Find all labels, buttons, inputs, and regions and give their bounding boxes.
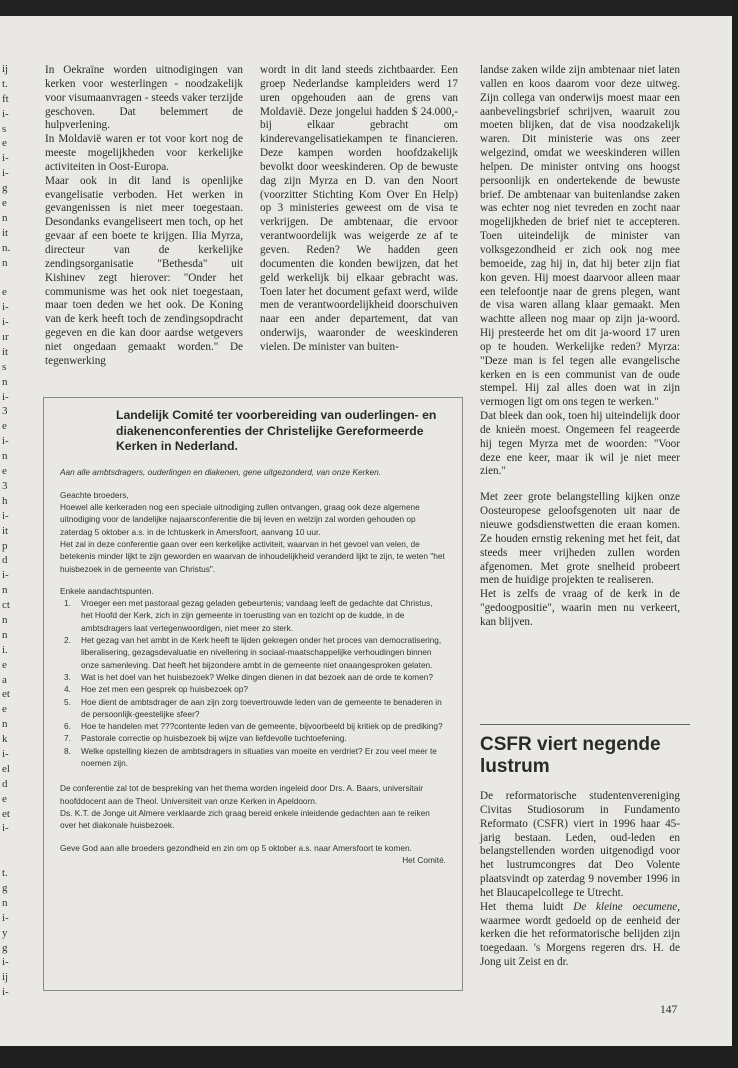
margin-fragment: it (2, 226, 9, 239)
scan-bottom-edge (0, 1046, 738, 1068)
point-text: Hoe zet men een gesprek op huisbezoek op? (81, 684, 248, 695)
point-text: Het gezag van het ambt in de Kerk heeft te lijden gekregen onder het proces van democratisering, liberalisering, gezagsdevaluatie en nivellering in sociaal-maatschappelijke verhoudingen binnen onze samenleving. Dat heeft het bijzondere ambt in de gemeente niet onaangesproken gelaten. (81, 635, 442, 670)
margin-fragment (2, 851, 16, 866)
paragraph: landse zaken wilde zijn ambtenaar niet laten vallen en koos daarom voor deze uitweg. Zijn collega van onderwijs moest maar een aanbevelingsbrief schrijven, waaruit zou moeten blijken, dat de visa noodzakelijk waren. Dit ministerie was ons zeer welgezind, omdat we weeskinderen willen helpen. De minister ontving ons hoogst persoonlijk en ondertekende de bewuste brief. De ambtenaar van buitenlandse zaken was echter nog niet tevreden en zocht naar mogelijkheden de brief niet te accepteren. Toen uiteindelijk de minister van volksgezondheid er zich ook nog mee bemoeide, zag hij in, dat hij beter zijn fiat kon geven. Hij moest daarvoor alleen maar een telefoontje naar de grens plegen, want de visa waren allang klaar gemaakt. Men wachtte alleen nog maar op zijn ja-woord. Hij presteerde het om dit ja-woord 17 uren op te houden. Werkelijke reden? Myrza: "Deze man is fel tegen alle evangelische kerken en is een communist van de oude stempel. Hij zal alles doen wat in zijn vermogen ligt om ons tegen te werken." (480, 64, 680, 409)
point-item (60, 720, 446, 732)
margin-fragment: g (2, 941, 8, 954)
margin-fragment: n. (2, 241, 11, 254)
points-list (60, 597, 446, 769)
point-item (60, 732, 446, 744)
margin-fragment: n (2, 718, 8, 731)
margin-fragment: s (2, 122, 7, 135)
margin-fragment: ij (2, 971, 9, 984)
point-item (60, 683, 446, 695)
paragraph: De reformatorische studentenvereniging Civitas Studiosorum in Fundamento Reformato (CSFR) viert in 1996 haar 45-jarig bestaan. Leden, oud-leden en belangstellenden worden uitgenodigd voor het lustrumcongres dat Deo Volente plaatsvindt op zaterdag 9 november 1996 in het Blaucapelcollege te Utrecht. (480, 790, 680, 899)
margin-fragment: e (2, 137, 7, 150)
margin-fragment: n (2, 450, 8, 463)
margin-fragment: n (2, 628, 8, 641)
margin-fragment: d (2, 554, 8, 567)
point-item (60, 634, 446, 671)
margin-fragment: i. (2, 643, 8, 656)
margin-fragment: ır (2, 331, 9, 344)
closing-paragraph: Geve God aan alle broeders gezondheid en zin om op 5 oktober a.s. naar Amersfoort te komen. (60, 842, 412, 853)
margin-fragment (2, 270, 16, 285)
points-heading: Enkele aandachtspunten. (60, 585, 154, 596)
margin-fragment: e (2, 197, 7, 210)
margin-fragment: el (2, 762, 10, 775)
announcement-paragraph: Hoewel alle kerkeraden nog een speciale uitnodiging zullen ontvangen, graag ook deze algemene uitnodiging voor de landelijke najaarsconferentie die bij leven en welzijn zal worden gehouden op zaterdag 5 oktober a.s. in de Ichtuskerk in Amersfoort, aanvang 10 uur. (60, 502, 420, 537)
margin-fragment: i- (2, 390, 9, 403)
announcement-address: Aan alle ambtsdragers, ouderlingen en diakenen, gene uitgezonderd, van onze Kerken. (60, 466, 382, 477)
margin-fragment: k (2, 733, 8, 746)
point-text: Hoe dient de ambtsdrager de aan zijn zorg toevertrouwde leden van de gemeente te benaderen in de persoonlijk-geestelijke sfeer? (81, 696, 442, 719)
announcement-title: Landelijk Comité ter voorbereiding van ouderlingen- en diakenenconferenties der Christelijke Gereformeerde Kerken in Nederland. (116, 408, 437, 453)
margin-fragment: ij (2, 63, 9, 75)
point-number: 3. (64, 671, 71, 682)
margin-fragment: n (2, 256, 8, 269)
facing-page-margin-fragments (2, 62, 16, 1000)
point-number: 5. (64, 696, 71, 707)
margin-fragment: g (2, 182, 8, 195)
paragraph: In Oekraïne worden uitnodigingen van kerken voor westerlingen - noodzakelijk voor visumaanvragen - steeds vaker terzijde geschoven. Dat belemmert de hulpverlening. (45, 64, 243, 132)
point-number: 1. (64, 598, 71, 609)
margin-fragment: e (2, 465, 7, 478)
point-number: 2. (64, 635, 71, 646)
point-number: 8. (64, 745, 71, 756)
scan-top-edge (0, 0, 738, 16)
point-number: 7. (64, 733, 71, 744)
point-item (60, 671, 446, 683)
margin-fragment: y (2, 926, 8, 939)
margin-fragment: i- (2, 956, 9, 969)
paragraph (480, 901, 680, 970)
margin-fragment: i- (2, 569, 9, 582)
margin-fragment: e (2, 792, 7, 805)
paragraph: Het is zelfs de vraag of de kerk in de "gedoogpositie", waarin men nu verkeert, kan blijven. (480, 588, 680, 628)
margin-fragment: i- (2, 911, 9, 924)
point-item (60, 745, 446, 770)
closing-paragraph: De conferentie zal tot de bespreking van het thema worden ingeleid door Drs. A. Baars, universitair hoofddocent aan de Theol. Universiteit van onze Kerken in Apeldoorn. (60, 783, 423, 806)
margin-fragment: 3 (2, 479, 8, 492)
margin-fragment: n (2, 613, 8, 626)
margin-fragment: it (2, 524, 9, 537)
margin-fragment: et (2, 807, 10, 820)
margin-fragment: i- (2, 822, 9, 835)
margin-fragment: n (2, 375, 8, 388)
paragraph: Dat bleek dan ook, toen hij uiteindelijk door de knieën moest. Ongemeen fel reageerde hij tegen Myrza met de woorden: "Voor deze ene keer, maar ik wil je niet meer zien." (480, 410, 680, 478)
margin-fragment: ct (2, 599, 10, 612)
margin-fragment: e (2, 420, 7, 433)
margin-fragment: a (2, 673, 7, 686)
paragraph: In Moldavië waren er tot voor kort nog de meeste mogelijkheden voor kerkelijke activiteiten in Oost-Europa. (45, 133, 243, 173)
paragraph: Maar ook in dit land is openlijke evangelisatie verboden. Het werken in gevangenissen is niet meer toegestaan. Desondanks evangeliseert men toch, op het gevaar af een boete te krijgen. Ilia Myrza, directeur van de kerkelijke zendingsorganisatie "Bethesda" uit Kishinev zegt hierover: "Onder het communisme was het ook niet toegestaan, maar toen deden we het ook. De Koning van de kerk heeft toch de zendingsopdracht gegeven en die kan door aardse wetgevers niet ongedaan gemaakt worden." De tegenwerking (45, 174, 243, 367)
margin-fragment: i- (2, 435, 9, 448)
paragraph: wordt in dit land steeds zichtbaarder. Een groep Nederlandse kampleiders werd 17 uren opgehouden aan de grens van Moldavië. Deze jongelui hadden $ 24.000,- bij elkaar gebracht om kinderevangelisatiekampen te financieren. Deze kampen worden hoofdzakelijk bevolkt door weeskinderen. Op de bewuste dag zijn Myrza en D. van den Noort (voorzitter Stichting Kom Over En Help) op 3 ministeries geweest om de visa te verkrijgen. De ambtenaar, die ervoor verantwoordelijk was weigerde ze af te geven. Reden? We hadden geen documenten die konden bewijzen, dat het geld werkelijk bij elkaar gebracht was. Toen later het document gefaxt werd, wilde men de verantwoordelijkheid doorschuiven naar een ander departement, dat van onderwijs, waaronder de weeskinderen vielen. De minister van buiten- (260, 64, 458, 353)
signature: Het Comité. (402, 854, 446, 865)
margin-fragment: 3 (2, 405, 8, 418)
margin-fragment: p (2, 539, 8, 552)
margin-fragment: n (2, 896, 8, 909)
margin-fragment: e (2, 658, 7, 671)
point-text: Wat is het doel van het huisbezoek? Welke dingen dienen in dat bezoek aan de orde te komen? (81, 671, 433, 682)
margin-fragment: t. (2, 867, 8, 880)
italic-theme: De kleine oecumene (573, 900, 678, 913)
announcement-paragraph: Het zal in deze conferentie gaan over een kerkelijke activiteit, waarvan in het gevoel van velen, de betekenis minder lijkt te zijn geworden en waarvan de inhoudelijkheid veranderd lijkt te zijn, te weten "het huisbezoek in de gemeente van Christus". (60, 538, 445, 574)
margin-fragment: et (2, 688, 10, 701)
point-number: 4. (64, 684, 71, 695)
margin-fragment (2, 836, 16, 851)
margin-fragment: n (2, 584, 8, 597)
point-item (60, 696, 446, 721)
margin-fragment: e (2, 703, 7, 716)
page-number: 147 (660, 1004, 678, 1016)
margin-fragment: e (2, 286, 7, 299)
text-run: Het thema luidt (480, 900, 574, 913)
scan-right-edge (732, 0, 738, 1068)
article-column-3 (480, 64, 680, 630)
margin-fragment: i- (2, 107, 9, 120)
margin-fragment: s (2, 360, 7, 373)
article-headline: CSFR viert negende lustrum (480, 734, 661, 777)
margin-fragment: d (2, 777, 8, 790)
margin-fragment: i- (2, 152, 9, 165)
point-text: Vroeger een met pastoraal gezag geladen gebeurtenis; vandaag leeft de gedachte dat Christus, het Hoofd der Kerk, zich in zijn gemeente in toerusting van en tozicht op de kudde, in de ambtsdragers laat vertegenwoordigen, niet meer zo sterk. (81, 598, 433, 633)
point-text: Hoe te handelen met ???contente leden van de gemeente, bijvoorbeeld bij kritiek op de prediking? (81, 721, 443, 732)
margin-fragment: i- (2, 986, 9, 999)
margin-fragment: t. (2, 77, 8, 90)
margin-fragment: it (2, 345, 9, 358)
salutation: Geachte broeders, (60, 489, 129, 500)
section-divider (480, 724, 690, 725)
point-number: 6. (64, 721, 71, 732)
announcement-box (43, 397, 463, 991)
margin-fragment: ft (2, 92, 9, 105)
point-text: Pastorale correctie op huisbezoek bij wijze van liefdevolle tuchtoefening. (81, 733, 347, 744)
margin-fragment: g (2, 881, 8, 894)
closing-paragraph: Ds. K.T. de Jonge uit Almere verklaarde zich graag bereid enkele inleidende gedachten aan te reiken over het diakonale huisbezoek. (60, 807, 430, 831)
margin-fragment: i- (2, 509, 9, 522)
article2-body (480, 790, 680, 970)
point-item (60, 597, 446, 634)
margin-fragment: h (2, 494, 8, 507)
margin-fragment: i- (2, 747, 9, 760)
margin-fragment: i- (2, 316, 9, 329)
margin-fragment: n (2, 211, 8, 224)
article-column-2 (260, 64, 458, 355)
text-run: , waarmee wordt gedoeld op de eenheid der kerken die het reformatorische belijden zijn toegedaan. 's Morgens regeren drs. H. de Jong uit Zeist en dr. (480, 900, 680, 969)
article-column-1 (45, 64, 243, 369)
point-text: Welke opstelling kiezen de ambtsdragers in situaties van moeite en verdriet? Er zou veel meer te noemen zijn. (81, 745, 437, 769)
margin-fragment: i- (2, 167, 9, 180)
paragraph: Met zeer grote belangstelling kijken onze Oosteuropese geloofsgenoten uit naar de nieuwe godsdienstwetten die eraan komen. Ze houden ernstig rekening met het feit, dat steeds meer vrijheden zullen worden afgenomen. Met grote snelheid probeert men de huidige projekten te realiseren. (480, 491, 680, 587)
margin-fragment: i- (2, 301, 9, 314)
